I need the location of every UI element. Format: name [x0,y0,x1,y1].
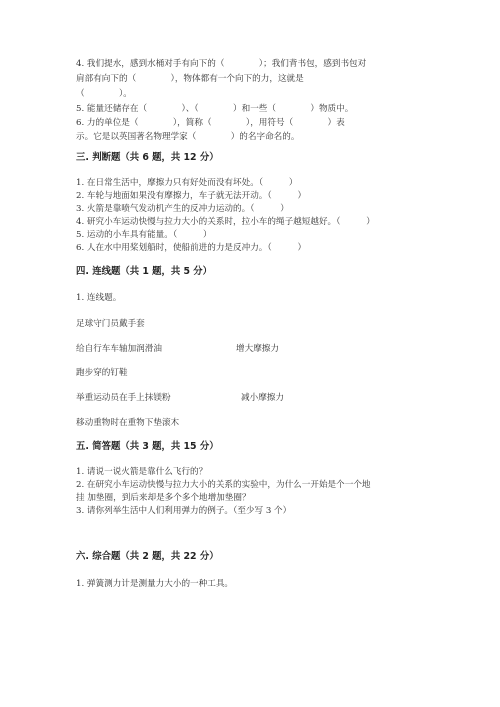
matching-question: 1. 连线题。 [76,293,122,303]
section-heading-comprehensive: 六. 综合题（共 2 题，共 22 分） [76,551,219,562]
comprehensive-question-1: 1. 弹簧测力计是测量力大小的一种工具。 [76,579,234,589]
matching-left-item-3: 跑步穿的钉鞋 [76,368,128,378]
judgement-item-3: 3. 火箭是靠喷气发动机产生的反冲力运动的。（ ） [76,204,289,214]
judgement-item-4: 4. 研究小车运动快慢与拉力大小的关系时，拉小车的绳子越短越好。（ ） [76,217,375,227]
fill-question-4-line1: 4. 我们提水，感到水桶对手有向下的（ ）；我们背书包，感到书包对 [76,59,367,69]
fill-question-6-line1: 6. 力的单位是（ ），简称（ ），用符号（ ）表 [76,118,345,128]
matching-right-item-1: 增大摩擦力 [236,344,279,354]
fill-question-5: 5. 能量还储存在（ ）、（ ）和一些（ ）物质中。 [76,104,354,114]
short-answer-item-1: 1. 请说一说火箭是靠什么飞行的？ [76,467,208,477]
section-heading-matching: 四. 连线题（共 1 题，共 5 分） [76,266,213,277]
matching-left-item-2: 给自行车车轴加润滑油 [76,344,162,354]
section-heading-short-answer: 五. 简答题（共 3 题，共 15 分） [76,441,219,452]
matching-left-item-5: 移动重物时在重物下垫滚木 [76,418,180,428]
short-answer-item-2-line1: 2. 在研究小车运动快慢与拉力大小的关系的实验中，为什么一开始是个一个地 [76,480,371,490]
fill-question-4-line3: （ ）。 [76,89,132,99]
judgement-item-2: 2. 车轮与地面如果没有摩擦力，车子就无法开动。（ ） [76,191,307,201]
short-answer-item-2-line2: 挂 加垫圈，到后来却是多个多个地增加垫圈？ [76,493,251,503]
fill-question-4-line2: 肩部有向下的（ ），物体都有一个向下的力，这就是 [76,74,304,84]
judgement-item-6: 6. 人在水中用桨划船时，使船前进的力是反冲力。（ ） [76,243,307,253]
judgement-item-1: 1. 在日常生活中，摩擦力只有好处而没有坏处。（ ） [76,178,298,188]
section-heading-judgement: 三. 判断题（共 6 题，共 12 分） [76,152,219,163]
matching-left-item-1: 足球守门员戴手套 [76,319,145,329]
matching-right-item-2: 减小摩擦力 [241,393,284,403]
judgement-item-5: 5. 运动的小车具有能量。（ ） [76,230,212,240]
fill-question-6-line2: 示。它是以英国著名物理学家（ ）的名字命名的。 [76,132,300,142]
short-answer-item-3: 3. 请你列举生活中人们利用弹力的例子。（至少写 3 个） [76,506,292,516]
matching-left-item-4: 举重运动员在手上抹镁粉 [76,393,171,403]
